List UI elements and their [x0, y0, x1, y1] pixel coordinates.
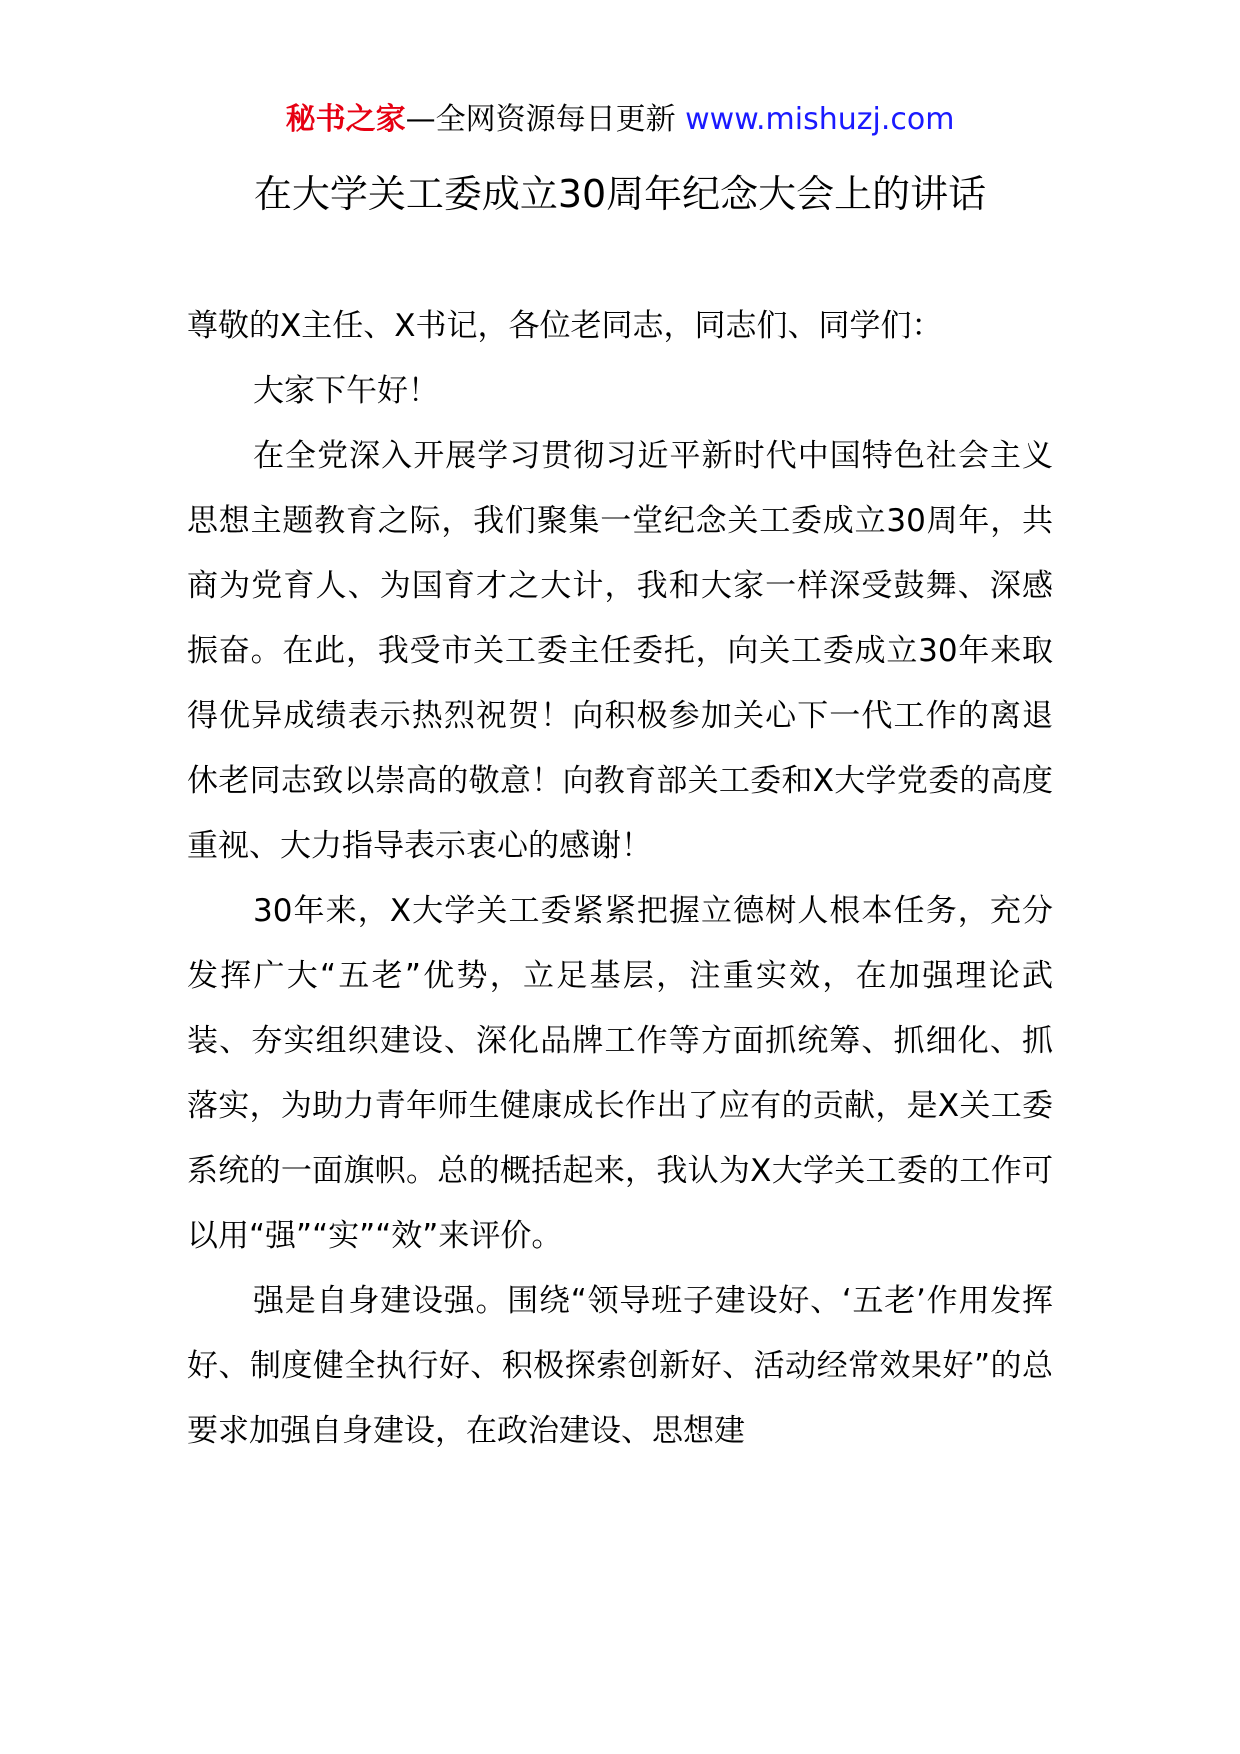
paragraph: 大家下午好！ [253, 373, 439, 409]
header-slogan: —全网资源每日更新 [405, 102, 676, 137]
paragraph: 在全党深入开展学习贯彻习近平新时代中国特色社会主义思想主题教育之际，我们聚集一堂纪念关工委成立30周年，共商为党育人、为国育才之大计，我和大家一样深受鼓舞、深感振奋。在此，我受市关工委主任委托，向关工委成立30年来取得优异成绩表示热烈祝贺！向积极参加关心下一代工作的离退休老同志致以崇高的敬意！向教育部关工委和X大学党委的高度重视、大力指导表示衷心的感谢！ [187, 438, 1053, 864]
speech-body [187, 294, 1053, 1464]
paragraph: 30年来，X大学关工委紧紧把握立德树人根本任务，充分发挥广大“五老”优势，立足基层，注重实效，在加强理论武装、夯实组织建设、深化品牌工作等方面抓统筹、抓细化、抓落实，为助力青年师生健康成长作出了应有的贡献，是X关工委系统的一面旗帜。总的概括起来，我认为X大学关工委的工作可以用“强”“实”“效”来评价。 [187, 893, 1053, 1254]
brand-name: 秘书之家 [285, 102, 406, 137]
salutation: 尊敬的X主任、X书记，各位老同志，同志们、同学们： [187, 308, 943, 344]
website-link[interactable]: www.mishuzj.com [685, 102, 955, 137]
site-header [0, 100, 1240, 140]
paragraph: 强是自身建设强。围绕“领导班子建设好、‘五老’作用发挥好、制度健全执行好、积极探索创新好、活动经常效果好”的总要求加强自身建设，在政治建设、思想建 [187, 1283, 1053, 1449]
page-title: 在大学关工委成立30周年纪念大会上的讲话 [253, 172, 987, 216]
